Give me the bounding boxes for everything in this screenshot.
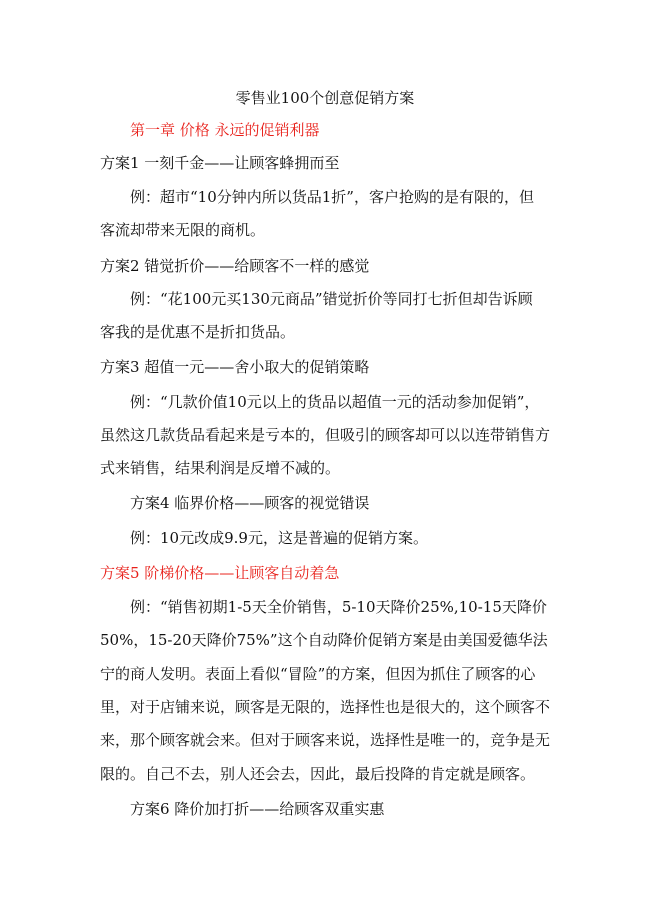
- plan-5-example-line-4: 里，对于店铺来说，顾客是无限的，选择性也是很大的，这个顾客不: [100, 698, 551, 716]
- chapter-heading: 第一章 价格 永远的促销利器: [130, 121, 320, 139]
- plan-2-heading: 方案2 错觉折价——给顾客不一样的感觉: [100, 257, 370, 275]
- plan-5-example-line-3: 宁的商人发明。表面上看似“冒险”的方案，但因为抓住了顾客的心: [100, 665, 536, 683]
- plan-2-example-line-2: 客我的是优惠不是折扣货品。: [100, 323, 296, 341]
- plan-1-example-line-1: 例：超市“10分钟内所以货品1折”，客户抢购的是有限的，但: [130, 188, 534, 206]
- plan-3-heading: 方案3 超值一元——舍小取大的促销策略: [100, 358, 370, 376]
- plan-1-example-line-2: 客流却带来无限的商机。: [100, 221, 266, 239]
- plan-5-example-line-1: 例：“销售初期1-5天全价销售，5-10天降价25%,10-15天降价: [130, 598, 547, 616]
- plan-5-heading: 方案5 阶梯价格——让顾客自动着急: [100, 564, 340, 582]
- plan-5-example-line-5: 来，那个顾客就会来。但对于顾客来说，选择性是唯一的，竞争是无: [100, 731, 551, 749]
- plan-6-heading: 方案6 降价加打折——给顾客双重实惠: [130, 800, 385, 818]
- plan-3-example-line-2: 虽然这几款货品看起来是亏本的，但吸引的顾客却可以以连带销售方: [100, 426, 551, 444]
- plan-5-example-line-6: 限的。自己不去，别人还会去，因此，最后投降的肯定就是顾客。: [100, 765, 536, 783]
- plan-3-example-line-1: 例：“几款价值10元以上的货品以超值一元的活动参加促销”，: [130, 393, 540, 411]
- plan-5-example-line-2: 50%，15-20天降价75%”这个自动降价促销方案是由美国爱德华法: [100, 631, 548, 649]
- plan-4-heading: 方案4 临界价格——顾客的视觉错误: [130, 494, 370, 512]
- plan-3-example-line-3: 式来销售，结果利润是反增不减的。: [100, 459, 341, 477]
- plan-4-example-line-1: 例：10元改成9.9元，这是普遍的促销方案。: [130, 529, 428, 547]
- plan-2-example-line-1: 例：“花100元买130元商品”错觉折价等同打七折但却告诉顾: [130, 290, 533, 308]
- plan-1-heading: 方案1 一刻千金——让顾客蜂拥而至: [100, 154, 340, 172]
- document-title: 零售业100个创意促销方案: [235, 89, 415, 107]
